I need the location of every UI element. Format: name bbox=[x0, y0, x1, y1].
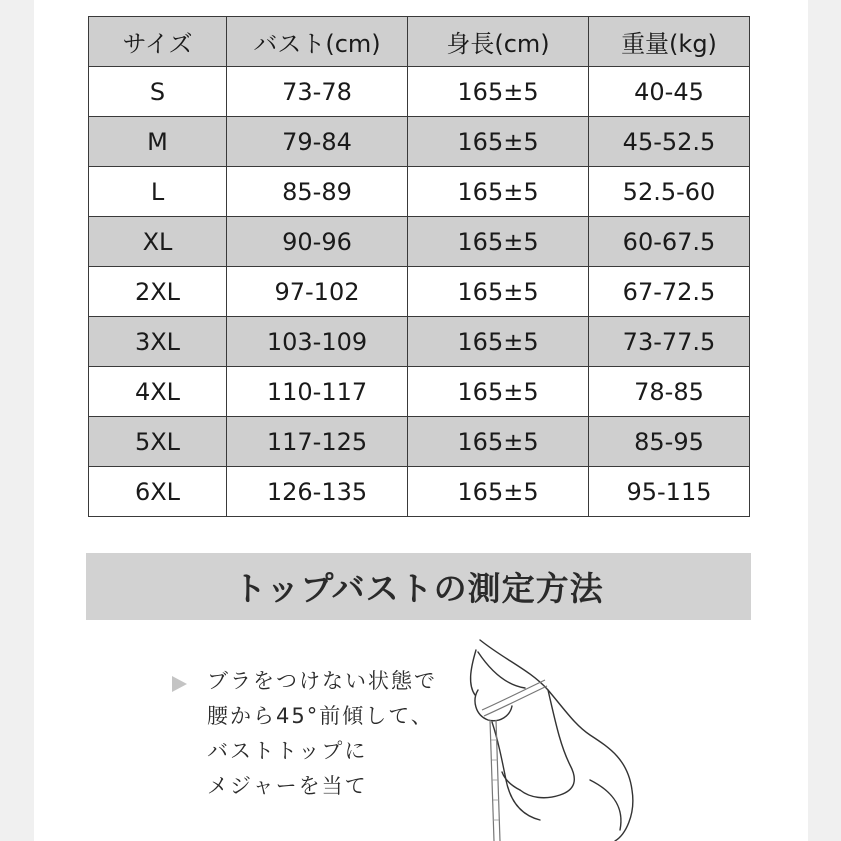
cell-bust: 73-78 bbox=[227, 67, 408, 117]
cell-height: 165±5 bbox=[408, 217, 589, 267]
cell-bust: 126-135 bbox=[227, 467, 408, 517]
triangle-bullet-icon bbox=[172, 676, 187, 692]
table-row bbox=[89, 467, 750, 517]
cell-bust: 110-117 bbox=[227, 367, 408, 417]
header-height: 身長(cm) bbox=[408, 17, 589, 67]
cell-weight: 85-95 bbox=[589, 417, 750, 467]
cell-weight: 45-52.5 bbox=[589, 117, 750, 167]
cell-bust: 79-84 bbox=[227, 117, 408, 167]
instruction-line: バストトップに bbox=[207, 739, 368, 763]
cell-size: 3XL bbox=[89, 317, 227, 367]
table-row bbox=[89, 317, 750, 367]
table-row bbox=[89, 67, 750, 117]
cell-height: 165±5 bbox=[408, 67, 589, 117]
cell-weight: 67-72.5 bbox=[589, 267, 750, 317]
table-header-row bbox=[89, 17, 750, 67]
header-size: サイズ bbox=[89, 17, 227, 67]
cell-bust: 90-96 bbox=[227, 217, 408, 267]
cell-bust: 85-89 bbox=[227, 167, 408, 217]
cell-weight: 95-115 bbox=[589, 467, 750, 517]
cell-height: 165±5 bbox=[408, 317, 589, 367]
table-row bbox=[89, 417, 750, 467]
cell-bust: 103-109 bbox=[227, 317, 408, 367]
cell-height: 165±5 bbox=[408, 417, 589, 467]
header-weight: 重量(kg) bbox=[589, 17, 750, 67]
cell-bust: 117-125 bbox=[227, 417, 408, 467]
table-row bbox=[89, 367, 750, 417]
cell-weight: 78-85 bbox=[589, 367, 750, 417]
cell-size: 4XL bbox=[89, 367, 227, 417]
cell-height: 165±5 bbox=[408, 267, 589, 317]
cell-height: 165±5 bbox=[408, 117, 589, 167]
table-row bbox=[89, 167, 750, 217]
cell-size: 2XL bbox=[89, 267, 227, 317]
cell-height: 165±5 bbox=[408, 367, 589, 417]
cell-bust: 97-102 bbox=[227, 267, 408, 317]
cell-size: L bbox=[89, 167, 227, 217]
table-row bbox=[89, 217, 750, 267]
measurement-section-banner bbox=[86, 553, 751, 620]
banner-title: トップバストの測定方法 bbox=[233, 569, 604, 608]
cell-height: 165±5 bbox=[408, 167, 589, 217]
instruction-line: メジャーを当て bbox=[207, 774, 368, 798]
cell-height: 165±5 bbox=[408, 467, 589, 517]
instruction-line: 腰から45°前傾して、 bbox=[207, 704, 434, 728]
cell-weight: 52.5-60 bbox=[589, 167, 750, 217]
measurement-instructions bbox=[207, 664, 437, 804]
table-row bbox=[89, 267, 750, 317]
cell-size: 5XL bbox=[89, 417, 227, 467]
cell-size: M bbox=[89, 117, 227, 167]
measuring-woman-illustration bbox=[450, 630, 650, 841]
cell-weight: 73-77.5 bbox=[589, 317, 750, 367]
table-row bbox=[89, 117, 750, 167]
cell-size: S bbox=[89, 67, 227, 117]
cell-weight: 40-45 bbox=[589, 67, 750, 117]
size-chart-table bbox=[88, 16, 750, 517]
cell-size: XL bbox=[89, 217, 227, 267]
header-bust: バスト(cm) bbox=[227, 17, 408, 67]
cell-size: 6XL bbox=[89, 467, 227, 517]
cell-weight: 60-67.5 bbox=[589, 217, 750, 267]
instruction-line: ブラをつけない状態で bbox=[207, 669, 437, 693]
